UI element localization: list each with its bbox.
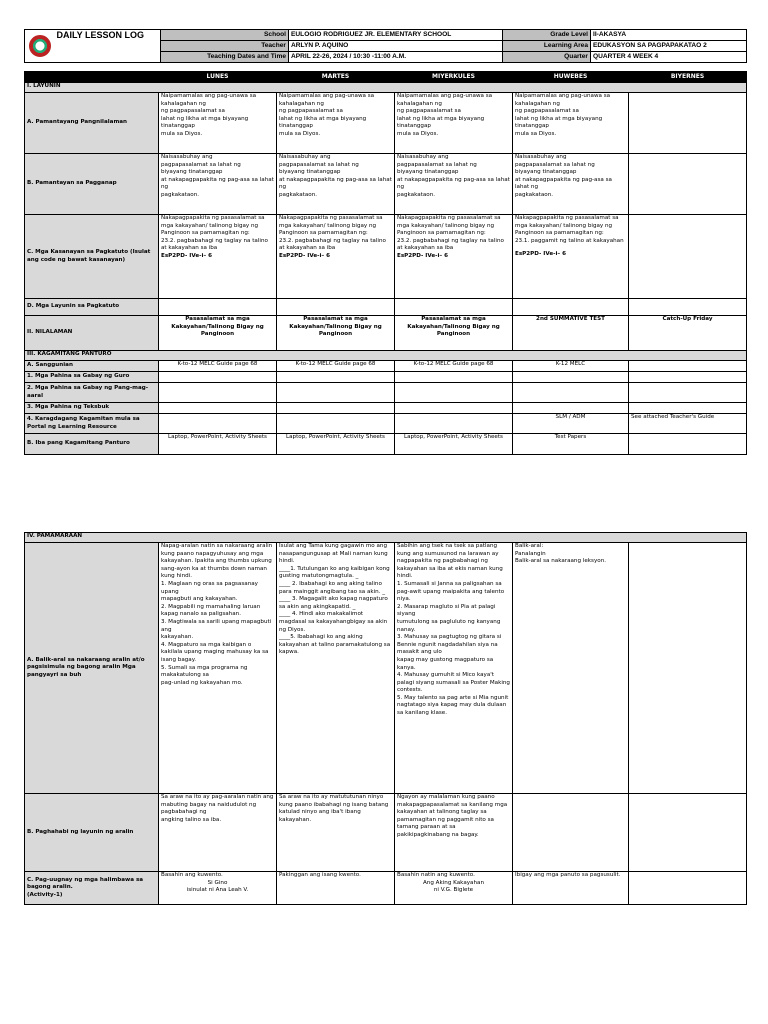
deped-seal-icon	[29, 35, 51, 57]
story-instruction: Pakinggan ang isang kwento.	[277, 872, 395, 905]
materials-text: Laptop, PowerPoint, Activity Sheets	[159, 434, 277, 455]
story-cell-miyerkules	[395, 872, 513, 905]
content-title: Pasasalamat sa mga Kakayahan/Talinong Bigay ng Panginoon	[395, 316, 513, 351]
lesson-plan-table	[24, 71, 747, 455]
materials-text: Test Papers	[513, 434, 629, 455]
reference-text: K-to-12 MELC Guide page 68	[395, 361, 513, 372]
teaching-dates-label: Teaching Dates and Time	[161, 52, 289, 63]
cell-text: Naipamamalas ang pag-unawa sa kahalagahan ng ng pagpapasalamat sa lahat ng likha at mga biyayang tinatanggap mula sa Diyos.	[395, 93, 513, 154]
summative-test-label: 2nd SUMMATIVE TEST	[513, 316, 629, 351]
school-label: School	[161, 30, 289, 41]
competency-code: EsP2PD- IVe-i– 6	[515, 251, 567, 258]
table-row	[25, 93, 747, 154]
table-row	[25, 794, 747, 872]
teacher-label: Teacher	[161, 41, 289, 52]
competency-text: Nakapagpapakita ng pasasalamat sa mga kakayahan/ talinong bigay ng Panginoon sa pamamagitan ng: 23.2. pagbabahagi ng taglay na talino at kakayahan sa iba	[161, 215, 268, 252]
review-activity-miyerkules: Sabihin ang tsek na tsek sa patlang kung ang sumusunod na larawan ay nagpapakita ng pagbabahagi ng kakayahan sa iba at ekis naman kung hindi. 1. Sumasali si Janna sa paligsahan sa pag-awit upang maipakita ang talento niya. 2. Masarap magluto si Pia at palagi siyang tumutulong sa pagluluto ng kanyang nanay. 3. Mahusay sa pagtugtog ng gitara si Bennie ngunit nagdadahilan siya na masakit ang ulo kapag may gustong magpaturo sa kanya. 4. Mahusay gumuhit si Mico kaya't palagi siyang sumasali sa Poster Making contests. 5. May talento sa pag arte si Mia ngunit nagtatago siya kapag may dula dulaan sa kanilang klase.	[395, 543, 513, 794]
table-row	[25, 154, 747, 215]
cell-text	[513, 215, 629, 299]
quarter-value: QUARTER 4 WEEK 4	[591, 52, 747, 63]
review-activity-martes: Isulat ang Tama kung gagawin mo ang nasapangungusap at Mali naman kung hindi. ____1. Tutulungan ko ang kaibigan kong gusting matutongmagtula. _ ____ 2. Ibabahagi ko ang aking talino para mainggit angibang tao sa akin. _ ____ 3. Magagalit ako kapag nagpaturo sa akin ang akingkapatid. _ ____ 4. Hindi ako makakalimot magdasal sa kakayahangbigay sa akin ng Diyos. ____5. Ibabahagi ko ang aking kakayahan at talino paramakatulong sa kapwa.	[277, 543, 395, 794]
row-label-gabay-ng-mag-aaral: 2. Mga Pahina sa Gabay ng Pang-mag-aaral	[25, 383, 159, 403]
competency-code: EsP2PD- IVe-i– 6	[279, 252, 331, 259]
day-header-lunes: LUNES	[159, 72, 277, 83]
row-label-pamantayan-sa-pagganap: B. Pamantayan sa Pagganap	[25, 154, 159, 215]
table-row	[25, 215, 747, 299]
teachers-guide-text: See attached Teacher's Guide	[629, 414, 747, 434]
day-header-miyerkules: MIYERKULES	[395, 72, 513, 83]
reference-text: K-to-12 MELC Guide page 68	[159, 361, 277, 372]
table-row	[25, 434, 747, 455]
competency-text: Nakapagpapakita ng pasasalamat sa mga kakayahan/ talinong bigay ng Panginoon sa pamamagitan ng: 23.2. pagbabahagi ng taglay na talino at kakayahan sa iba	[279, 215, 386, 252]
story-title: Si Gino	[207, 879, 228, 886]
school-value: EULOGIO RODRIGUEZ JR. ELEMENTARY SCHOOL	[289, 30, 503, 41]
row-label-kasanayan-sa-pagkatuto: C. Mga Kasanayan sa Pagkatuto (Isulat ang code ng bawat kasanayan)	[25, 215, 159, 299]
table-row	[25, 414, 747, 434]
day-header-biyernes: BIYERNES	[629, 72, 747, 83]
row-label-pag-uugnay: C. Pag-uugnay ng mga halimbawa sa bagong aralin. (Activity-1)	[25, 872, 159, 905]
row-label-layunin-sa-pagkatuto: D. Mga Layunin sa Pagkatuto	[25, 299, 159, 316]
cell-empty	[629, 215, 747, 299]
row-label-nilalaman: II. NILALAMAN	[25, 316, 159, 351]
table-row	[25, 403, 747, 414]
cell-text	[395, 215, 513, 299]
competency-code: EsP2PD- IVe-i– 6	[397, 252, 449, 259]
day-header-row	[25, 72, 747, 83]
objective-text-lunes: Sa araw na ito ay pag-aaralan natin ang mabuting bagay na naidudulot ng pagbabahagi ng angking talino sa iba.	[159, 794, 277, 872]
story-author: ni V.G. Biglete	[433, 887, 474, 894]
row-label-sanggunian: A. Sanggunian	[25, 361, 159, 372]
catch-up-friday-label: Catch-Up Friday	[629, 316, 747, 351]
cell-text: Naipamamalas ang pag-unawa sa kahalagahan ng ng pagpapasalamat sa lahat ng likha at mga biyayang tinatanggap mula sa Diyos.	[513, 93, 629, 154]
slm-adm-text: SLM / ADM	[513, 414, 629, 434]
competency-code: EsP2PD- IVe-i– 6	[161, 252, 213, 259]
school-logo	[25, 30, 55, 63]
cell-text: Naisasabuhay ang pagpapasalamat sa lahat ng biyayang tinatanggap at nakapagpapakita ng pag-asa sa lahat ng pagkakataon.	[159, 154, 277, 215]
row-label-gabay-ng-guro: 1. Mga Pahina sa Gabay ng Guro	[25, 372, 159, 383]
cell-empty	[629, 93, 747, 154]
day-header-martes: MARTES	[277, 72, 395, 83]
teacher-value: ARLYN P. AQUINO	[289, 41, 503, 52]
materials-text: Laptop, PowerPoint, Activity Sheets	[395, 434, 513, 455]
reference-text: K-12 MELC	[513, 361, 629, 372]
table-row	[25, 872, 747, 905]
table-row	[25, 361, 747, 372]
row-label-learning-resource: 4. Karagdagang Kagamitan mula sa Portal ng Learning Resource	[25, 414, 159, 434]
day-header-blank	[25, 72, 159, 83]
cell-text	[159, 215, 277, 299]
learning-area-value: EDUKASYON SA PAGPAPAKATAO 2	[591, 41, 747, 52]
day-header-huwebes: HUWEBES	[513, 72, 629, 83]
reference-text: K-to-12 MELC Guide page 68	[277, 361, 395, 372]
test-instruction: Ibigay ang mga panuto sa pagsusulit.	[513, 872, 629, 905]
story-instruction: Basahin natin ang kuwento.	[397, 872, 475, 878]
table-row	[25, 372, 747, 383]
quarter-label: Quarter	[503, 52, 591, 63]
row-label-balik-aral: A. Balik-aral sa nakaraang aralin at/o pagsisimula ng bagong aralin Mga pangyayri sa buh	[25, 543, 159, 794]
review-activity-huwebes: Balik-aral: Panalangin Balik-aral sa nakaraang leksyon.	[513, 543, 629, 794]
story-title: Ang Aking Kakayahan	[422, 879, 485, 886]
competency-text: Nakapagpapakita ng pasasalamat sa mga kakayahan/ talinong bigay ng Panginoon sa pamamagitan ng: 23.1. paggamit ng talino at kakayahan	[515, 215, 624, 244]
row-label-teksbuk: 3. Mga Pahina ng Teksbuk	[25, 403, 159, 414]
content-title: Pasasalamat sa mga Kakayahan/Talinong Bigay ng Panginoon	[159, 316, 277, 351]
page-title: DAILY LESSON LOG	[55, 30, 161, 63]
cell-text: Naipamamalas ang pag-unawa sa kahalagahan ng ng pagpapasalamat sa lahat ng likha at mga biyayang tinatanggap mula sa Diyos.	[159, 93, 277, 154]
procedure-table	[24, 532, 747, 905]
header-table	[24, 29, 747, 63]
story-author: isinulat ni Ana Leah V.	[186, 887, 249, 894]
content-title: Pasasalamat sa mga Kakayahan/Talinong Bigay ng Panginoon	[277, 316, 395, 351]
section-layunin: I. LAYUNIN	[25, 83, 747, 93]
review-activity-lunes: Napag-aralan natin sa nakaraang aralin kung paano napagyuhusay ang mga kakayahan. Ipakita ang thumbs upkung sang-ayon ka at thumbs down naman kung hindi. 1. Maglaan ng oras sa pagsasanay upang mapagbuti ang kakayahan. 2. Magpabili ng mamahaling laruan kapag nanalo sa paligsahan. 3. Magtiwala sa sarili upang mapagbuti ang kakayahan. 4. Magpaturo sa mga kaibigan o kakilala upang maging mahusay ka sa isang bagay. 5. Sumali sa mga programa ng makakatulong sa pag-unlad ng kakayahan mo.	[159, 543, 277, 794]
table-row	[25, 543, 747, 794]
row-label-pamantayang-pangnilalaman: A. Pamantayang Pangnilalaman	[25, 93, 159, 154]
row-label-iba-pang-kagamitan: B. Iba pang Kagamitang Panturo	[25, 434, 159, 455]
table-row	[25, 299, 747, 316]
row-label-paghahabi: B. Paghahabi ng layunin ng aralin	[25, 794, 159, 872]
teaching-dates-value: APRIL 22-26, 2024 / 10:30 -11:00 A.M.	[289, 52, 503, 63]
materials-text: Laptop, PowerPoint, Activity Sheets	[277, 434, 395, 455]
grade-level-value: II-AKASYA	[591, 30, 747, 41]
story-instruction: Basahin ang kuwento.	[161, 872, 223, 878]
cell-text	[277, 215, 395, 299]
section-pamamaraan: IV. PAMAMARAAN	[25, 533, 747, 543]
objective-text-martes: Sa araw na ito ay matututunan ninyo kung paano ibabahagi ng isang batang katulad ninyo ang iba't ibang kakayahan.	[277, 794, 395, 872]
cell-text: Naisasabuhay ang pagpapasalamat sa lahat ng biyayang tinatanggap at nakapagpapakita ng pag-asa sa lahat ng pagkakataon.	[395, 154, 513, 215]
learning-area-label: Learning Area	[503, 41, 591, 52]
cell-text: Naisasabuhay ang pagpapasalamat sa lahat ng biyayang tinatanggap at nakapagpapakita ng pag-asa sa lahat ng pagkakataon.	[513, 154, 629, 215]
section-kagamitang-panturo: III. KAGAMITANG PANTURO	[25, 351, 747, 361]
story-cell-lunes	[159, 872, 277, 905]
competency-text: Nakapagpapakita ng pasasalamat sa mga kakayahan/ talinong bigay ng Panginoon sa pamamagitan ng: 23.2. pagbabahagi ng taglay na talino at kakayahan sa iba	[397, 215, 504, 252]
cell-empty	[629, 154, 747, 215]
cell-text: Naisasabuhay ang pagpapasalamat sa lahat ng biyayang tinatanggap at nakapagpapakita ng pag-asa sa lahat ng pagkakataon.	[277, 154, 395, 215]
table-row	[25, 383, 747, 403]
objective-text-miyerkules: Ngayon ay malalaman kung paano makapagpapasalamat sa kanilang mga kakayahan at talinong taglay sa pamamagitan ng paggamit nito sa tamang paraan at sa pakikipagkinabang na bagay.	[395, 794, 513, 872]
grade-level-label: Grade Level	[503, 30, 591, 41]
cell-text: Naipamamalas ang pag-unawa sa kahalagahan ng ng pagpapasalamat sa lahat ng likha at mga biyayang tinatanggap mula sa Diyos.	[277, 93, 395, 154]
table-row	[25, 316, 747, 351]
